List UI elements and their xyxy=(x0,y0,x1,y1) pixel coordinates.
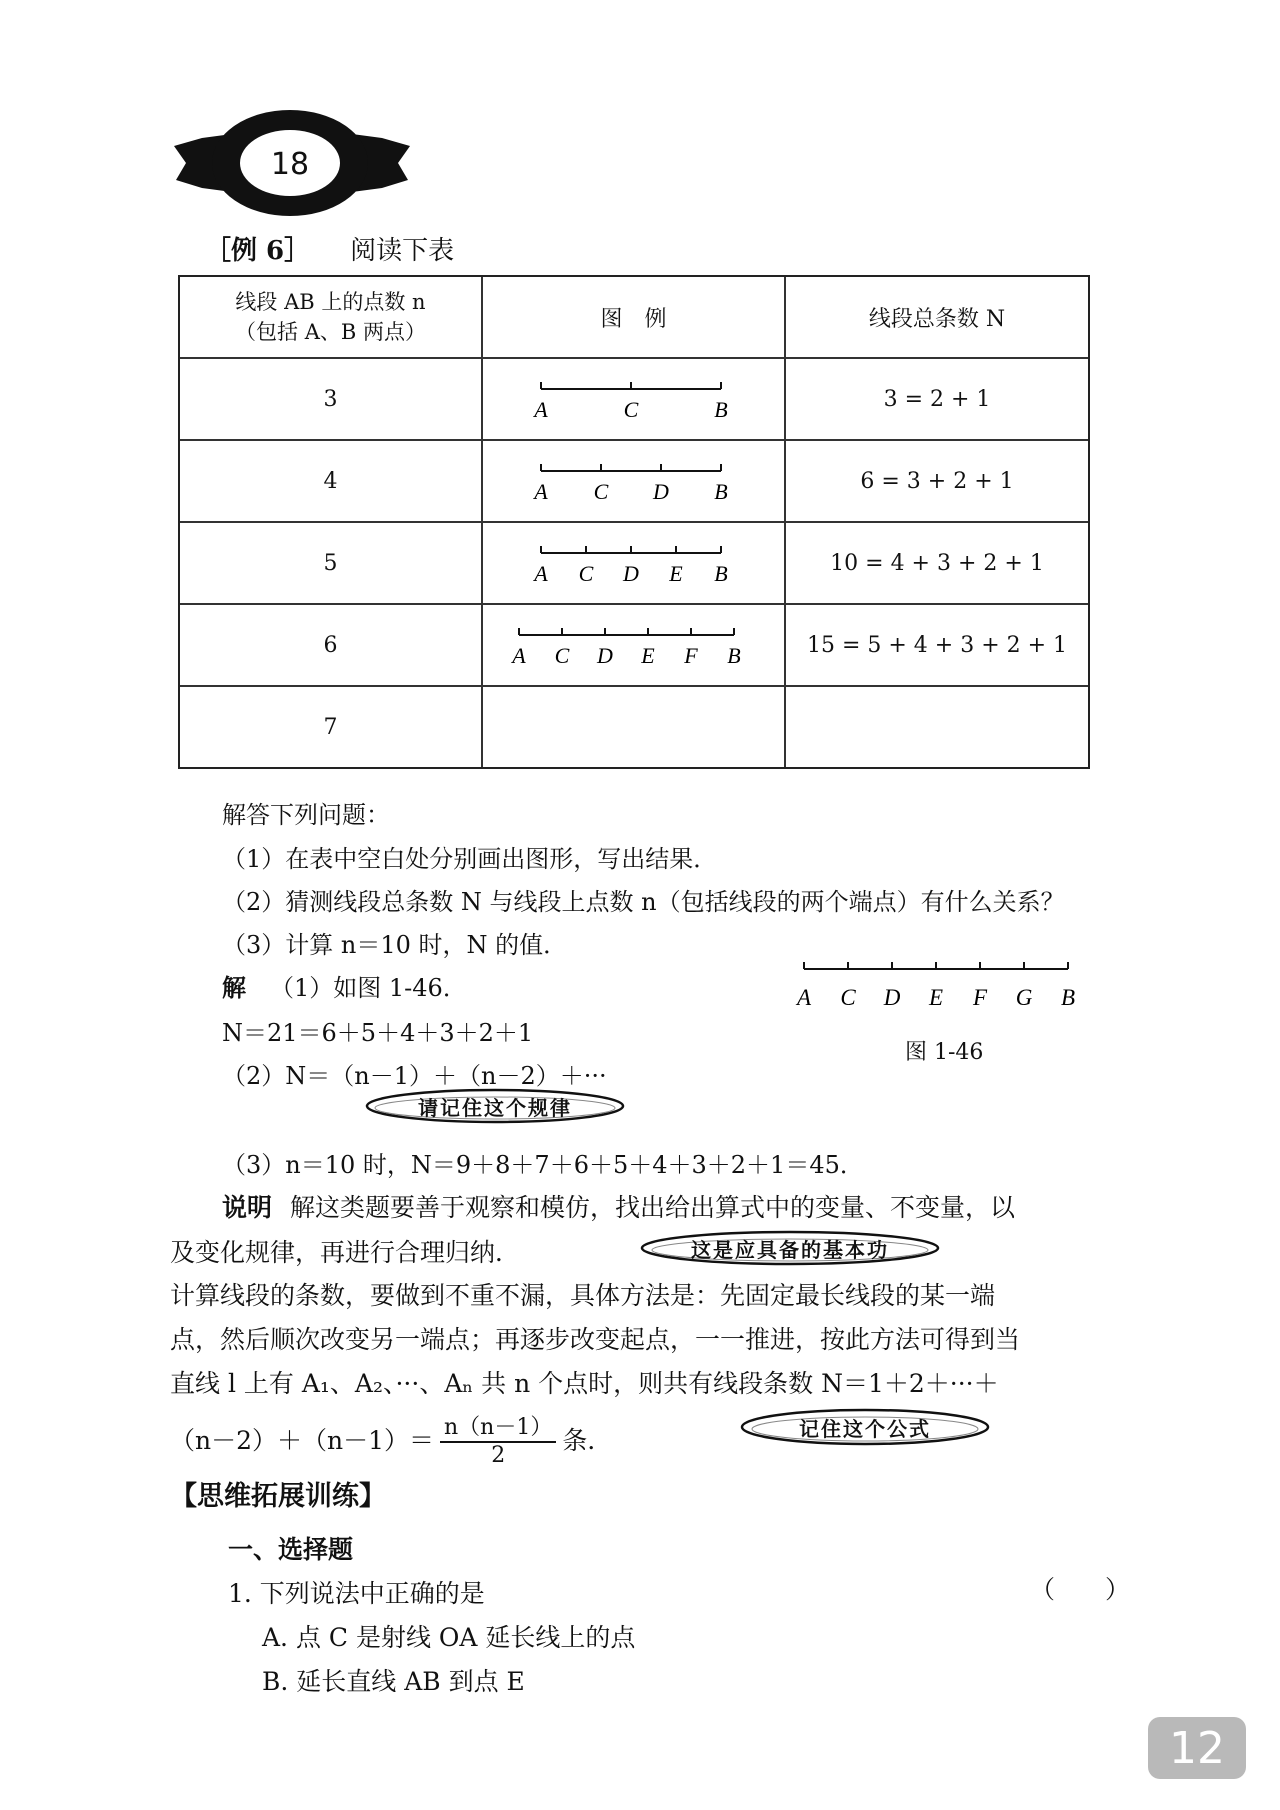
header-col-points: 线段 AB 上的点数 n （包括 A、B 两点） xyxy=(180,277,483,357)
example-tag: ［例 6］ xyxy=(205,236,311,266)
question-2: （2）猜测线段总条数 N 与线段上点数 n（包括线段的两个端点）有什么关系？ xyxy=(222,888,1065,916)
fraction-denominator: 2 xyxy=(491,1443,506,1468)
point-label: A xyxy=(511,643,526,668)
cell-n: 7 xyxy=(180,687,483,767)
figure-1-46 xyxy=(790,955,1090,1025)
point-label: C xyxy=(593,479,608,504)
question-1: （1）在表中空白处分别画出图形，写出结果． xyxy=(222,845,718,873)
example-title xyxy=(205,230,454,267)
training-title: 【思维拓展训练】 xyxy=(170,1481,386,1512)
explanation-line-2: 及变化规律，再进行合理归纳． xyxy=(170,1238,521,1267)
point-label: C xyxy=(554,643,569,668)
cell-n: 3 xyxy=(180,359,483,439)
example-title-text: 阅读下表 xyxy=(350,236,455,266)
cell-total-empty xyxy=(786,687,1088,767)
cell-n: 6 xyxy=(180,605,483,685)
table-row xyxy=(180,523,1088,605)
point-label: B xyxy=(713,561,728,586)
solution-3: （3）n＝10 时，N＝9＋8＋7＋6＋5＋4＋3＋2＋1＝45． xyxy=(222,1151,864,1179)
header-badge xyxy=(172,108,412,218)
point-label: F xyxy=(683,643,698,668)
table-row xyxy=(180,359,1088,441)
header-page-label: 18 xyxy=(270,147,310,182)
table-row xyxy=(180,605,1088,687)
training-subtitle: 一、选择题 xyxy=(228,1535,354,1564)
explanation-formula: （n－2）＋（n－1）＝ $\frac{n(n-1)}{2}$ 条． xyxy=(170,1410,612,1468)
page-number-badge: 12 xyxy=(1148,1717,1246,1779)
table-row xyxy=(180,441,1088,523)
solution-1-line xyxy=(222,968,467,1003)
question-3: （3）计算 n＝10 时，N 的值． xyxy=(222,931,568,959)
solution-1-formula: N＝21＝6＋5＋4＋3＋2＋1 xyxy=(222,1019,534,1047)
point-label: C xyxy=(578,561,593,586)
answer-bracket: （ ） xyxy=(1030,1575,1131,1604)
point-label: B xyxy=(713,479,728,504)
cell-total: 10 = 4 + 3 + 2 + 1 xyxy=(830,550,1044,576)
point-label: A xyxy=(796,985,812,1010)
cell-n: 5 xyxy=(180,523,483,603)
point-label: E xyxy=(928,985,944,1010)
point-label: C xyxy=(623,397,638,422)
cell-n: 4 xyxy=(180,441,483,521)
explanation-line-3: 计算线段的条数，要做到不重不漏，具体方法是：先固定最长线段的某一端 xyxy=(170,1281,996,1310)
cell-total: 3 = 2 + 1 xyxy=(883,386,991,412)
option-b: B. 延长直线 AB 到点 E xyxy=(262,1667,525,1696)
header-col-diagram: 图 例 xyxy=(483,277,786,357)
point-label: B xyxy=(1060,985,1076,1010)
cell-diagram xyxy=(483,523,786,603)
cell-diagram xyxy=(483,441,786,521)
questions-intro: 解答下列问题： xyxy=(222,801,390,829)
point-label: E xyxy=(640,643,655,668)
explanation-line-5: 直线 l 上有 A₁、A₂、···、Aₙ 共 n 个点时，则共有线段条数 N＝1＋2＋···＋ xyxy=(170,1369,999,1398)
training-question-1: 1. 下列说法中正确的是 xyxy=(228,1579,485,1608)
point-label: D xyxy=(883,985,901,1010)
cell-diagram xyxy=(483,605,786,685)
points-table xyxy=(178,275,1090,769)
point-label: G xyxy=(1015,985,1033,1010)
callout-remember-rule: 请记住这个规律 xyxy=(365,1087,625,1125)
explanation-line-4: 点，然后顺次改变另一端点；再逐步改变起点，一一推进，按此方法可得到当 xyxy=(170,1325,1021,1354)
cell-diagram xyxy=(483,359,786,439)
figure-caption: 图 1-46 xyxy=(905,1040,984,1065)
solution-2: （2）N＝（n－1）＋（n－2）＋··· xyxy=(222,1062,607,1090)
point-label: D xyxy=(596,643,613,668)
option-a: A. 点 C 是射线 OA 延长线上的点 xyxy=(262,1623,636,1652)
cell-diagram-empty xyxy=(483,687,786,767)
point-label: B xyxy=(713,397,728,422)
header-col-total: 线段总条数 N xyxy=(868,306,1006,332)
callout-remember-formula: 记住这个公式 xyxy=(740,1406,990,1448)
table-header-row xyxy=(180,277,1088,359)
point-label: B xyxy=(726,643,741,668)
table-row xyxy=(180,687,1088,767)
point-label: A xyxy=(533,479,548,504)
point-label: D xyxy=(652,479,669,504)
point-label: A xyxy=(533,561,548,586)
cell-total: 6 = 3 + 2 + 1 xyxy=(860,468,1014,494)
point-label: F xyxy=(972,985,988,1010)
solution-label: 解 xyxy=(222,973,246,1002)
point-label: A xyxy=(533,397,548,422)
point-label: C xyxy=(840,985,856,1010)
solution-1: （1）如图 1-46． xyxy=(270,974,467,1002)
fraction-numerator: n（n－1） xyxy=(440,1410,556,1443)
point-label: D xyxy=(622,561,639,586)
explanation-line-1: 说明 解这类题要善于观察和模仿，找出给出算式中的变量、不变量，以 xyxy=(222,1193,1016,1222)
point-label: E xyxy=(668,561,683,586)
callout-basic-skill: 这是应具备的基本功 xyxy=(640,1228,940,1268)
cell-total: 15 = 5 + 4 + 3 + 2 + 1 xyxy=(806,632,1068,658)
